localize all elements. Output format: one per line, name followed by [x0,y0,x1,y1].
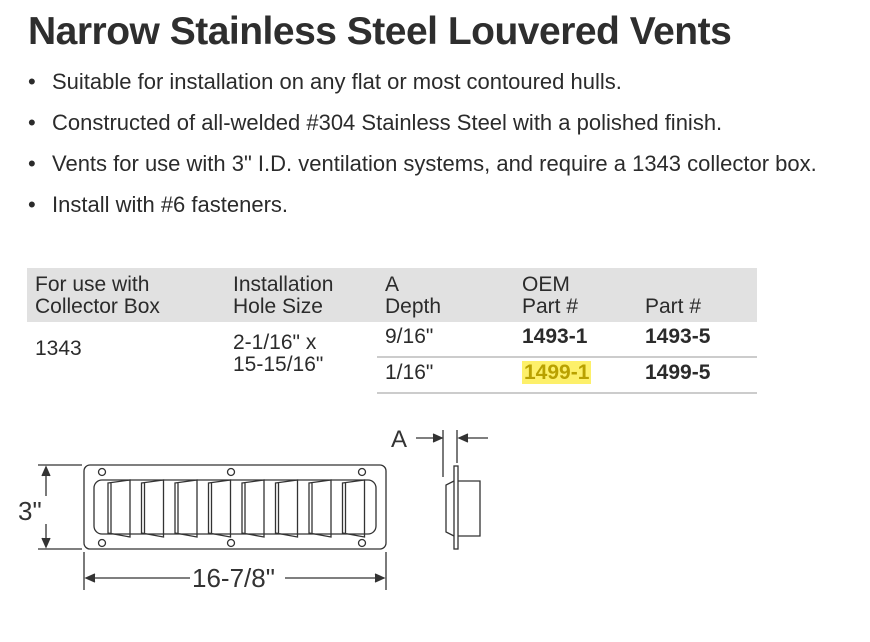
height-label: 3" [18,496,42,526]
page-title: Narrow Stainless Steel Louvered Vents [28,10,732,53]
hole-size-cell: 2-1/16" x 15-15/16" [233,331,324,376]
bullet-item: • Install with #6 fasteners. [28,187,868,222]
louver-slat [142,480,164,537]
width-label: 16-7/8" [192,563,275,593]
louver-slat [209,480,231,537]
louver-slat [343,480,365,537]
louver-slat [242,480,264,537]
depth-cell: 9/16" [385,325,434,348]
oem-part-cell: 1493-1 [522,325,588,348]
depth-cell: 1/16" [377,357,514,393]
front-view [84,465,386,549]
louver-slat [309,480,331,537]
louver-slat [108,480,130,537]
depth-label: A [391,426,408,453]
oem-part-highlighted: 1499-1 [524,361,590,384]
collector-box-cell: 1343 [35,337,82,360]
bullet-item: • Constructed of all-welded #304 Stainless Steel with a polished finish. [28,105,868,140]
bullet-item: • Vents for use with 3" I.D. ventilation systems, and require a 1343 collector box. [28,146,852,181]
part-cell: 1499-5 [637,357,757,393]
table-header: For use with Collector Box Installation Hole Size A Depth OEM Part # Part # [27,268,757,322]
bullet-item: • Suitable for installation on any flat or most contoured hulls. [28,64,868,99]
part-cell: 1493-5 [645,325,711,348]
louver-slat [175,480,197,537]
side-view [416,430,488,549]
height-dimension [38,465,82,549]
louver-slat [276,480,298,537]
